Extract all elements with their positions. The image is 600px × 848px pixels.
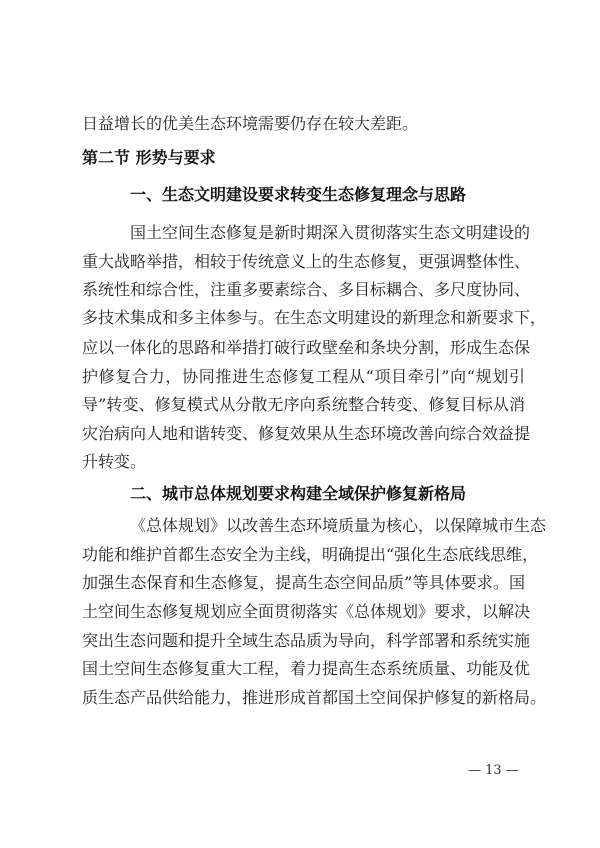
paragraph-line: 升转变。: [82, 452, 147, 471]
paragraph-line: 护修复合力，协同推进生态修复工程从“项目牵引”向“规划引: [82, 367, 525, 386]
paragraph-line: 灾治病向人地和谐转变、修复效果从生态环境改善向综合效益提: [82, 424, 531, 443]
paragraph-line: 多技术集成和多主体参与。在生态文明建设的新理念和新要求下，: [82, 308, 547, 327]
paragraph-line: 质生态产品供给能力，推进形成首都国土空间保护修复的新格局。: [82, 688, 547, 707]
paragraph-line: 《总体规划》以改善生态环境质量为核心，以保障城市生态: [130, 516, 547, 535]
carry-over-line: 日益增长的优美生态环境需要仍存在较大差距。: [82, 114, 419, 133]
paragraph-line: 应以一体化的思路和举措打破行政壁垒和条块分割，形成生态保: [82, 338, 531, 357]
subsection-title-1: 一、生态文明建设要求转变生态修复理念与思路: [130, 185, 467, 204]
subsection-title-2: 二、城市总体规划要求构建全域保护修复新格局: [130, 484, 467, 503]
paragraph-line: 国土空间生态修复重大工程，着力提高生态系统质量、功能及优: [82, 659, 531, 678]
paragraph-line: 国土空间生态修复是新时期深入贯彻落实生态文明建设的: [130, 223, 531, 242]
paragraph-line: 导”转变、修复模式从分散无序向系统整合转变、修复目标从消: [82, 395, 525, 414]
paragraph-line: 功能和维护首都生态安全为主线，明确提出“强化生态底线思维，: [82, 545, 539, 564]
page-number: — 13 —: [468, 763, 519, 778]
paragraph-line: 重大战略举措，相较于传统意义上的生态修复，更强调整体性、: [82, 252, 531, 271]
paragraph-line: 土空间生态修复规划应全面贯彻落实《总体规划》要求，以解决: [82, 602, 531, 621]
paragraph-line: 系统性和综合性，注重多要素综合、多目标耦合、多尺度协同、: [82, 280, 531, 299]
paragraph-line: 突出生态问题和提升全域生态品质为导向，科学部署和系统实施: [82, 631, 531, 650]
section-title: 第二节 形势与要求: [82, 148, 216, 167]
paragraph-line: 加强生态保育和生态修复，提高生态空间品质”等具体要求。国: [82, 573, 525, 592]
